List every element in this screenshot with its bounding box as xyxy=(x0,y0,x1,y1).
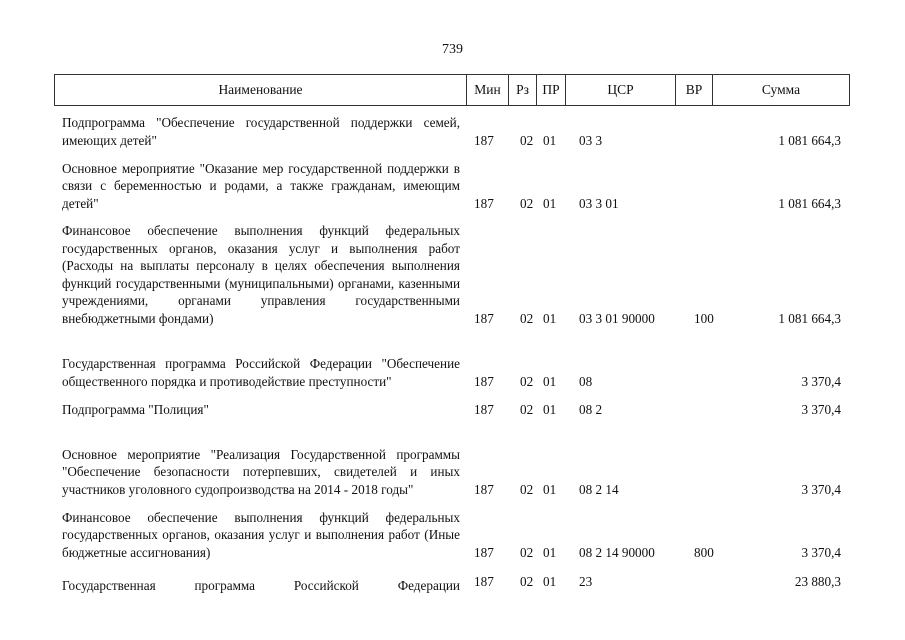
row-pr: 01 xyxy=(543,195,557,211)
row-rz: 02 xyxy=(520,310,534,326)
row-sum: 23 880,3 xyxy=(794,574,841,589)
row-vr: 100 xyxy=(694,310,714,326)
row-csr: 08 2 xyxy=(579,401,603,417)
row-name: Основное мероприятие "Оказание мер государственной поддержки в связи с беременностью и родами, а также гражданам, имеющим детей" xyxy=(62,160,460,211)
row-csr: 23 xyxy=(579,574,593,589)
row-rz: 02 xyxy=(520,373,534,389)
column-header-vr: ВР xyxy=(676,75,713,106)
row-min: 187 xyxy=(474,481,494,497)
table-row xyxy=(54,222,849,327)
row-min: 187 xyxy=(474,310,494,326)
row-rz: 02 xyxy=(520,401,534,417)
row-sum: 3 370,4 xyxy=(801,373,841,389)
row-csr: 08 xyxy=(579,373,593,389)
table-header xyxy=(54,74,850,106)
row-sum: 3 370,4 xyxy=(801,401,841,417)
row-pr: 01 xyxy=(543,574,557,589)
row-pr: 01 xyxy=(543,373,557,389)
table-row xyxy=(54,400,849,418)
row-name: Финансовое обеспечение выполнения функций федеральных государственных органов, оказания услуг и выполнения работ (Иные бюджетные ассигнования) xyxy=(62,509,460,560)
row-min: 187 xyxy=(474,373,494,389)
column-header-rz: Рз xyxy=(509,75,537,106)
table-row xyxy=(54,159,849,212)
row-sum: 1 081 664,3 xyxy=(778,132,841,148)
row-pr: 01 xyxy=(543,132,557,148)
row-pr: 01 xyxy=(543,544,557,560)
row-csr: 03 3 01 90000 xyxy=(579,310,655,326)
row-rz: 02 xyxy=(520,195,534,211)
row-name: Финансовое обеспечение выполнения функций федеральных государственных органов, оказания услуг и выполнения работ (Расходы на выплаты персоналу в целях обеспечения выполнения функций государственными (муниципальными) органами, казенными учреждениями, органами управления государственными внебюджетными фондами) xyxy=(62,223,460,326)
row-min: 187 xyxy=(474,132,494,148)
column-header-csr: ЦСР xyxy=(566,75,676,106)
row-sum: 1 081 664,3 xyxy=(778,310,841,326)
page-number: 739 xyxy=(442,42,463,57)
row-vr: 800 xyxy=(694,544,714,560)
row-name: Государственная программа Российской Федерации "Обеспечение общественного порядка и противодействие преступности" xyxy=(62,356,460,389)
table-row xyxy=(54,114,849,149)
row-rz: 02 xyxy=(520,544,534,560)
table-row xyxy=(54,573,849,593)
row-sum: 1 081 664,3 xyxy=(778,195,841,211)
row-pr: 01 xyxy=(543,401,557,417)
column-header-pr: ПР xyxy=(537,75,566,106)
row-pr: 01 xyxy=(543,481,557,497)
row-name: Основное мероприятие "Реализация Государственной программы "Обеспечение безопасности потерпевших, свидетелей и иных участников уголовного судопроизводства на 2014 - 2018 годы" xyxy=(62,446,460,497)
row-name: Государственная программа Российской Федерации xyxy=(62,578,460,593)
row-name: Подпрограмма "Обеспечение государственной поддержки семей, имеющих детей" xyxy=(62,115,460,148)
row-rz: 02 xyxy=(520,574,534,589)
row-sum: 3 370,4 xyxy=(801,544,841,560)
table-row xyxy=(54,337,849,390)
row-min: 187 xyxy=(474,574,494,589)
table-body xyxy=(54,114,849,593)
row-min: 187 xyxy=(474,195,494,211)
row-csr: 03 3 xyxy=(579,132,603,148)
row-csr: 03 3 01 xyxy=(579,195,619,211)
column-header-name: Наименование xyxy=(55,75,467,106)
row-name: Подпрограмма "Полиция" xyxy=(62,401,209,417)
table-row xyxy=(54,428,849,498)
row-csr: 08 2 14 90000 xyxy=(579,544,655,560)
row-min: 187 xyxy=(474,401,494,417)
row-rz: 02 xyxy=(520,132,534,148)
table-row xyxy=(54,508,849,561)
row-pr: 01 xyxy=(543,310,557,326)
column-header-min: Мин xyxy=(467,75,509,106)
row-sum: 3 370,4 xyxy=(801,481,841,497)
row-min: 187 xyxy=(474,544,494,560)
row-rz: 02 xyxy=(520,481,534,497)
row-csr: 08 2 14 xyxy=(579,481,619,497)
column-header-sum: Сумма xyxy=(713,75,850,106)
